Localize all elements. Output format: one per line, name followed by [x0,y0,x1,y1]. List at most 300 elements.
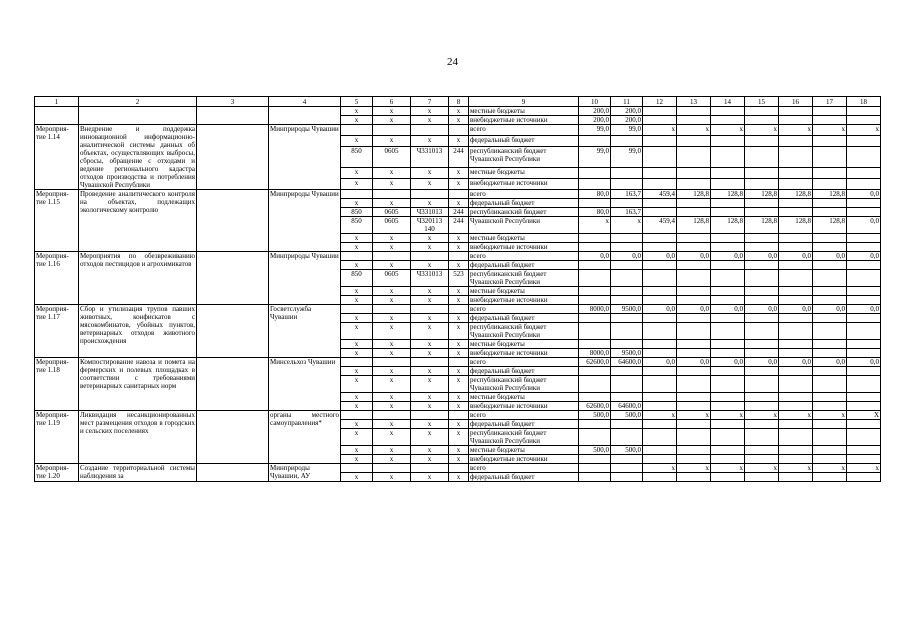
amount-cell: 500,0 [579,446,611,455]
amount-cell [643,116,677,125]
amount-cell: 0,0 [643,358,677,367]
amount-cell [711,393,745,402]
amount-cell [745,136,779,147]
amount-cell [643,473,677,482]
event-id: Мероприя-тие 1.18 [35,358,79,411]
event-name: Внедрение и поддержка инновационной информационно-аналитической системы данных об объектах, осуществляющих выбросы, сбросы, обращение с отходами и ведение регионального кадастра отходов производства и потребления Чувашской Республики [80,125,195,189]
grbs-code: х [341,287,373,296]
amount-cell: 8000,0 [579,349,611,358]
amount-cell [643,314,677,323]
amount-cell [677,107,711,116]
amount-cell [643,420,677,429]
target-code: х [411,340,449,349]
amount-cell [643,136,677,147]
section-code: х [373,261,411,270]
amount-cell [779,455,813,464]
amount-cell [677,455,711,464]
target-code: х [411,261,449,270]
amount-cell: х [643,125,677,136]
amount-cell [579,167,611,178]
funding-source: местные бюджеты [469,287,579,296]
amount-cell [643,367,677,376]
amount-cell [779,446,813,455]
amount-cell: 80,0 [579,190,611,199]
amount-cell: х [711,411,745,420]
header-cell: 4 [269,97,341,107]
funding-source: всего [469,190,579,199]
amount-cell [779,402,813,411]
amount-cell [847,147,881,168]
amount-cell [813,167,847,178]
header-cell: 9 [469,97,579,107]
amount-cell: 128,8 [711,190,745,199]
amount-cell: х [677,125,711,136]
executor: Госветслужба Чувашии [269,305,341,358]
amount-cell: 128,8 [745,217,779,234]
amount-cell [711,167,745,178]
amount-cell [611,234,643,243]
amount-cell [643,208,677,217]
section-code: х [373,314,411,323]
section-code [373,358,411,367]
grbs-code: х [341,455,373,464]
amount-cell: 200,0 [579,107,611,116]
amount-cell [711,323,745,340]
grbs-code: х [341,136,373,147]
amount-cell [611,429,643,446]
amount-cell: 128,8 [677,217,711,234]
amount-cell [711,446,745,455]
section-code: 0605 [373,147,411,168]
header-cell: 3 [197,97,269,107]
grbs-code [341,125,373,136]
grbs-code: х [341,323,373,340]
target-code: х [411,473,449,482]
amount-cell: 0,0 [779,252,813,261]
target-code: х [411,234,449,243]
amount-cell [677,340,711,349]
amount-cell [677,208,711,217]
funding-source: всего [469,464,579,473]
expense-code [449,464,469,473]
target-code: х [411,323,449,340]
amount-cell [677,446,711,455]
grbs-code [341,464,373,473]
amount-cell [711,349,745,358]
amount-cell [677,199,711,208]
amount-cell: х [745,125,779,136]
target-code: х [411,296,449,305]
amount-cell [643,270,677,287]
table-row [35,125,881,136]
funding-source: внебюджетные источники [469,296,579,305]
target-code: х [411,402,449,411]
amount-cell [813,376,847,393]
section-code: х [373,287,411,296]
amount-cell [779,314,813,323]
amount-cell: 0,0 [813,305,847,314]
amount-cell [611,167,643,178]
col-3 [197,358,269,411]
target-code: х [411,455,449,464]
amount-cell [745,261,779,270]
amount-cell: 64600,0 [611,358,643,367]
amount-cell [813,178,847,189]
target-code: х [411,287,449,296]
amount-cell: 0,0 [745,252,779,261]
expense-code: х [449,116,469,125]
amount-cell: х [711,125,745,136]
amount-cell: 0,0 [847,252,881,261]
section-code: х [373,420,411,429]
amount-cell [745,234,779,243]
amount-cell [813,136,847,147]
amount-cell [579,270,611,287]
amount-cell [711,340,745,349]
amount-cell [711,420,745,429]
funding-source: местные бюджеты [469,234,579,243]
amount-cell [677,261,711,270]
amount-cell [611,340,643,349]
funding-source: федеральный бюджет [469,367,579,376]
amount-cell [611,287,643,296]
funding-source: Чувашской Республики [469,217,579,234]
amount-cell [579,420,611,429]
target-code [411,411,449,420]
amount-cell [745,402,779,411]
amount-cell [847,107,881,116]
amount-cell: 99,0 [611,147,643,168]
target-code: Ч331013 [411,147,449,168]
grbs-code: х [341,116,373,125]
amount-cell [847,296,881,305]
expense-code: х [449,402,469,411]
amount-cell: х [643,464,677,473]
section-code [373,190,411,199]
amount-cell [711,314,745,323]
amount-cell: 0,0 [643,252,677,261]
amount-cell [745,446,779,455]
funding-source: всего [469,411,579,420]
amount-cell [847,473,881,482]
target-code: х [411,178,449,189]
amount-cell: 500,0 [611,411,643,420]
section-code: х [373,296,411,305]
section-code: х [373,376,411,393]
amount-cell: 0,0 [813,358,847,367]
section-code: 0605 [373,270,411,287]
amount-cell [813,323,847,340]
amount-cell: 500,0 [579,411,611,420]
amount-cell [813,429,847,446]
event-name: Сбор и утилизация трупов павших животных, конфискатов с мясокомбинатов, убойных пунктов, ветеринарных отходов животного происхождения [79,305,197,358]
target-code: х [411,243,449,252]
amount-cell [779,296,813,305]
expense-code: х [449,323,469,340]
amount-cell [711,178,745,189]
amount-cell [847,167,881,178]
amount-cell [745,473,779,482]
grbs-code: х [341,420,373,429]
amount-cell [779,261,813,270]
funding-source: всего [469,125,579,136]
amount-cell [779,473,813,482]
event-name: Проведение аналитического контроля на объектах, подлежащих экологическому контролю [79,190,197,252]
target-code: х [411,107,449,116]
amount-cell [813,340,847,349]
amount-cell [711,473,745,482]
amount-cell: 9500,0 [611,349,643,358]
table-row [35,190,881,199]
section-code: х [373,429,411,446]
amount-cell [711,270,745,287]
amount-cell: 0,0 [745,305,779,314]
expense-code [449,190,469,199]
amount-cell [745,167,779,178]
amount-cell: х [813,125,847,136]
grbs-code: х [341,446,373,455]
event-id: Мероприя-тие 1.14 [35,125,79,190]
funding-source: республиканский бюджет Чувашской Республики [469,429,579,446]
amount-cell [579,199,611,208]
amount-cell [813,199,847,208]
amount-cell [847,376,881,393]
amount-cell [611,473,643,482]
grbs-code [341,252,373,261]
amount-cell: 0,0 [813,252,847,261]
amount-cell [745,323,779,340]
executor: Минприроды Чувашии [269,190,341,252]
amount-cell [813,234,847,243]
amount-cell: х [611,217,643,234]
expense-code: х [449,243,469,252]
event-name: Мероприятия по обезвреживанию отходов пестицидов и агрохимикатов [79,252,197,305]
amount-cell: х [745,411,779,420]
amount-cell [813,287,847,296]
amount-cell: х [579,217,611,234]
amount-cell: 0,0 [779,305,813,314]
expense-code: х [449,393,469,402]
amount-cell [579,464,611,473]
budget-table [34,96,881,482]
amount-cell [611,420,643,429]
section-code: х [373,107,411,116]
amount-cell [779,393,813,402]
executor: Минсельхоз Чувашии [269,358,341,411]
grbs-code: х [341,178,373,189]
amount-cell [643,234,677,243]
target-code: х [411,367,449,376]
amount-cell: 459,4 [643,190,677,199]
amount-cell [643,287,677,296]
expense-code: х [449,287,469,296]
amount-cell [745,147,779,168]
amount-cell [779,243,813,252]
expense-code: х [449,296,469,305]
grbs-code: х [341,473,373,482]
header-cell: 16 [779,97,813,107]
amount-cell [711,116,745,125]
amount-cell [813,243,847,252]
amount-cell: 0,0 [611,252,643,261]
amount-cell [711,107,745,116]
executor: Минприроды Чувашии, АУ [269,464,341,482]
amount-cell [779,376,813,393]
expense-code: х [449,234,469,243]
target-code: х [411,314,449,323]
amount-cell [847,367,881,376]
amount-cell: 62600,0 [579,402,611,411]
amount-cell [813,420,847,429]
funding-source: внебюджетные источники [469,455,579,464]
header-row [35,97,881,107]
target-code [411,464,449,473]
amount-cell [579,234,611,243]
amount-cell [611,270,643,287]
amount-cell [745,116,779,125]
event-id: Мероприя-тие 1.20 [35,464,79,482]
section-code: х [373,167,411,178]
amount-cell: 99,0 [579,147,611,168]
amount-cell: 99,0 [579,125,611,136]
executor: Минприроды Чувашии [269,125,341,190]
expense-code [449,305,469,314]
amount-cell [813,349,847,358]
amount-cell [847,455,881,464]
amount-cell: х [813,411,847,420]
amount-cell [711,208,745,217]
amount-cell [677,178,711,189]
amount-cell: 0,0 [745,358,779,367]
section-code: 0605 [373,217,411,234]
funding-source: федеральный бюджет [469,136,579,147]
amount-cell [779,107,813,116]
section-code: х [373,446,411,455]
grbs-code: 850 [341,270,373,287]
amount-cell [611,296,643,305]
section-code: х [373,243,411,252]
header-cell: 15 [745,97,779,107]
col-3 [197,305,269,358]
grbs-code: х [341,199,373,208]
amount-cell: х [813,464,847,473]
amount-cell [847,340,881,349]
funding-source: республиканский бюджет Чувашской Республики [469,376,579,393]
grbs-code [341,190,373,199]
amount-cell: 0,0 [711,305,745,314]
amount-cell [611,323,643,340]
section-code [373,125,411,136]
expense-code: х [449,376,469,393]
amount-cell [813,270,847,287]
amount-cell: х [643,411,677,420]
amount-cell: 0,0 [677,252,711,261]
amount-cell: 0,0 [677,305,711,314]
target-code: Ч320113 140 [411,217,449,234]
amount-cell [779,420,813,429]
table-row [35,411,881,420]
amount-cell [579,376,611,393]
funding-source: внебюджетные источники [469,349,579,358]
amount-cell [711,147,745,168]
table-row [35,252,881,261]
amount-cell: х [847,125,881,136]
amount-cell [611,136,643,147]
header-cell: 17 [813,97,847,107]
amount-cell [611,464,643,473]
amount-cell: 0,0 [711,358,745,367]
amount-cell [745,367,779,376]
amount-cell [813,402,847,411]
amount-cell [779,340,813,349]
header-cell: 7 [411,97,449,107]
section-code: х [373,455,411,464]
target-code [411,358,449,367]
section-code [373,411,411,420]
grbs-code: 850 [341,217,373,234]
event-id: Мероприя-тие 1.17 [35,305,79,358]
target-code: х [411,446,449,455]
amount-cell [745,199,779,208]
event-id: Мероприя-тие 1.16 [35,252,79,305]
header-cell: 13 [677,97,711,107]
amount-cell: 128,8 [779,190,813,199]
amount-cell [745,429,779,446]
expense-code: 523 [449,270,469,287]
amount-cell [745,107,779,116]
amount-cell [745,420,779,429]
event-id [35,107,79,125]
col-3 [197,125,269,190]
funding-source: внебюджетные источники [469,402,579,411]
amount-cell [779,147,813,168]
grbs-code: 850 [341,208,373,217]
amount-cell: х [847,464,881,473]
col-3 [197,190,269,252]
amount-cell [579,243,611,252]
target-code: х [411,393,449,402]
grbs-code: х [341,234,373,243]
header-cell: 1 [35,97,79,107]
executor: Минприроды Чувашии [269,252,341,305]
funding-source: федеральный бюджет [469,261,579,270]
amount-cell: х [779,125,813,136]
amount-cell [813,473,847,482]
amount-cell: 62600,0 [579,358,611,367]
amount-cell [677,420,711,429]
event-name: Компостирование навоза и помета на фермерских и полевых площадках в соответствии с требованиями ветеринарных санитарных норм [79,358,197,411]
expense-code: х [449,167,469,178]
amount-cell [745,243,779,252]
amount-cell: х [711,464,745,473]
amount-cell [677,429,711,446]
amount-cell: 0,0 [847,358,881,367]
amount-cell [579,287,611,296]
grbs-code [341,305,373,314]
grbs-code: х [341,349,373,358]
amount-cell [813,393,847,402]
amount-cell [813,208,847,217]
amount-cell [711,455,745,464]
amount-cell [677,287,711,296]
section-code: х [373,340,411,349]
amount-cell [579,296,611,305]
funding-source: республиканский бюджет Чувашской Республики [469,323,579,340]
amount-cell [677,136,711,147]
header-cell: 18 [847,97,881,107]
funding-source: федеральный бюджет [469,473,579,482]
target-code: х [411,167,449,178]
